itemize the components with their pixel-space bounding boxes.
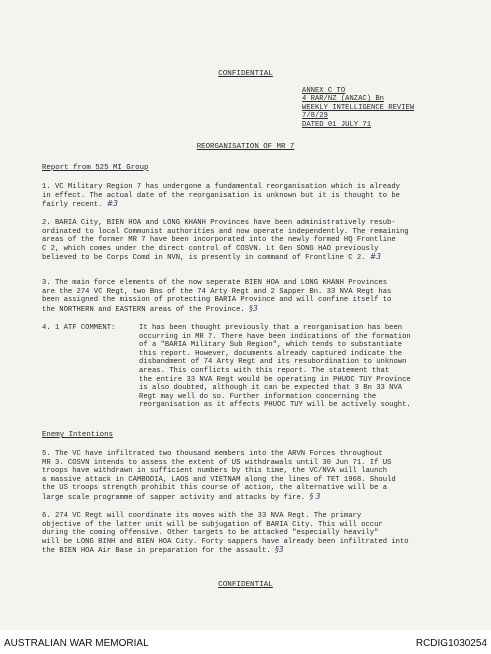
section-heading-report: Report from 525 MI Group <box>42 164 149 172</box>
paragraph-1 <box>42 183 400 209</box>
paragraph-line: 2. BARIA City, BIEN HOA and LONG KHANH Provinces have been administratively resub- <box>42 219 396 227</box>
paragraph-line: Regt may well do so. Further information concerning the <box>139 392 377 401</box>
paragraph-line: fairly recent. #3 <box>42 199 118 210</box>
section-heading-intentions: Enemy Intentions <box>42 431 113 439</box>
annex-line: 7/8/29 <box>302 112 328 121</box>
paragraph-line: reorganisation as it affects PHUOC TUY will be actively sought. <box>139 401 411 410</box>
paragraph-line: during the coming offensive. Other targets to be attacked "especially heavily" <box>42 529 379 538</box>
document-title: REORGANISATION OF MR 7 <box>196 143 295 151</box>
paragraph-line: occurring in MR 7. There have been indications of the formation <box>139 332 411 341</box>
annex-line: 4 RAR/NZ (ANZAC) Bn <box>302 95 384 104</box>
paragraph-line: of a "BARIA Military Sub Region", which tends to substantiate <box>139 341 403 350</box>
paragraph-line: the NORTHERN and EASTERN areas of the Province. §3 <box>42 303 258 314</box>
handwritten-mark: § 3 <box>309 491 321 501</box>
handwritten-mark: §3 <box>274 545 284 555</box>
paragraph-line: is also doubted, although it can be expected that 3 Bn 33 NVA <box>139 384 403 393</box>
annex-block <box>302 87 414 129</box>
annex-line: ANNEX C TO <box>302 87 346 95</box>
handwritten-mark: §3 <box>249 303 258 313</box>
paragraph-line: 5. The VC have infiltrated two thousand members into the ARVN Forces throughout <box>42 450 383 458</box>
paragraph-line: large scale programme of sapper activity and attacks by fire. § 3 <box>42 491 321 502</box>
paragraph-line: are the 274 VC Regt, two Bns of the 74 Arty Regt and 2 Sapper Bn. 33 NVA Regt has <box>42 287 392 296</box>
classification-top: CONFIDENTIAL <box>218 70 273 78</box>
paragraph-line: the entire 33 NVA Regt would be operating in PHUOC TUY Province <box>139 375 411 384</box>
paragraph-line: a massive attack in CAMBODIA, LAOS and VIETNAM along the lines of TET 1968. Should <box>42 475 396 484</box>
paragraph-line: objective of the latter unit will be subjugation of BARIA City. This will occur <box>42 520 383 529</box>
paragraph-6 <box>42 512 409 555</box>
paragraph-line: ordinated to local Communist authorities and now operate independently. The remaining <box>42 227 409 236</box>
paragraph-line: in effect. The actual date of the reorganisation is unknown but it is thought to be <box>42 191 400 200</box>
paragraph-line: 6. 274 VC Regt will coordinate its moves with the 33 NVA Regt. The primary <box>42 512 362 520</box>
paragraph-line: areas of the former MR 7 have been incorporated into the newly formed HQ Frontline <box>42 236 396 245</box>
paragraph-line: MR 3. COSVN intends to assess the extent of US withdrawals until 30 Jun 71. If US <box>42 458 392 467</box>
paragraph-line: the US troops strength prohibit this course of action, the alternative will be a <box>42 484 388 493</box>
paragraph-line: believed to be Corps Comd in NVN, is presently in command of Frontline C 2. #3 <box>42 252 382 263</box>
paragraph-line: C 2, which comes under the direct control of COSVN. Lt Gen SONG HAO previously <box>42 244 379 253</box>
paragraph-line: disbandment of 74 Arty Regt and its resubordination to unknown <box>139 358 407 367</box>
paragraph-line: 3. The main force elements of the now seperate BIEN HOA and LONG KHANH Provinces <box>42 279 388 287</box>
paragraph-line: areas. This conflicts with this report. The statement that <box>139 366 390 375</box>
classification-bottom: CONFIDENTIAL <box>218 581 273 589</box>
paragraph-line: It has been thought previously that a reorganisation has been <box>139 324 403 332</box>
paragraph-line: been assigned the mission of protecting BARIA Province and will confine itself to <box>42 296 392 305</box>
annex-line: WEEKLY INTELLIGENCE REVIEW <box>302 103 415 112</box>
atf-comment-body <box>139 324 411 410</box>
paragraph-3 <box>42 279 391 313</box>
paragraph-5 <box>42 450 396 502</box>
paragraph-line: will be LONG BINH and BIEN HOA City. Forty sappers have already been infiltrated into <box>42 537 409 546</box>
archive-reference: RCDIG1030254 <box>415 638 487 649</box>
archive-credit: AUSTRALIAN WAR MEMORIAL <box>4 638 149 649</box>
paragraph-line: the BIEN HOA Air Base in preparation for the assault. §3 <box>42 545 284 556</box>
paragraph-2 <box>42 219 409 262</box>
handwritten-mark: #3 <box>369 252 382 262</box>
paragraph-line: 1. VC Military Region 7 has undergone a fundamental reorganisation which is already <box>42 183 400 191</box>
handwritten-mark: #3 <box>106 199 118 209</box>
atf-comment-label: 4. 1 ATF COMMENT: <box>42 324 116 332</box>
annex-line: DATED 01 JULY 71 <box>302 120 372 129</box>
paragraph-line: troops have withdrawn in sufficient numbers by this time, the VC/NVA will launch <box>42 467 388 476</box>
paragraph-line: this report. However, documents already captured indicate the <box>139 349 403 358</box>
